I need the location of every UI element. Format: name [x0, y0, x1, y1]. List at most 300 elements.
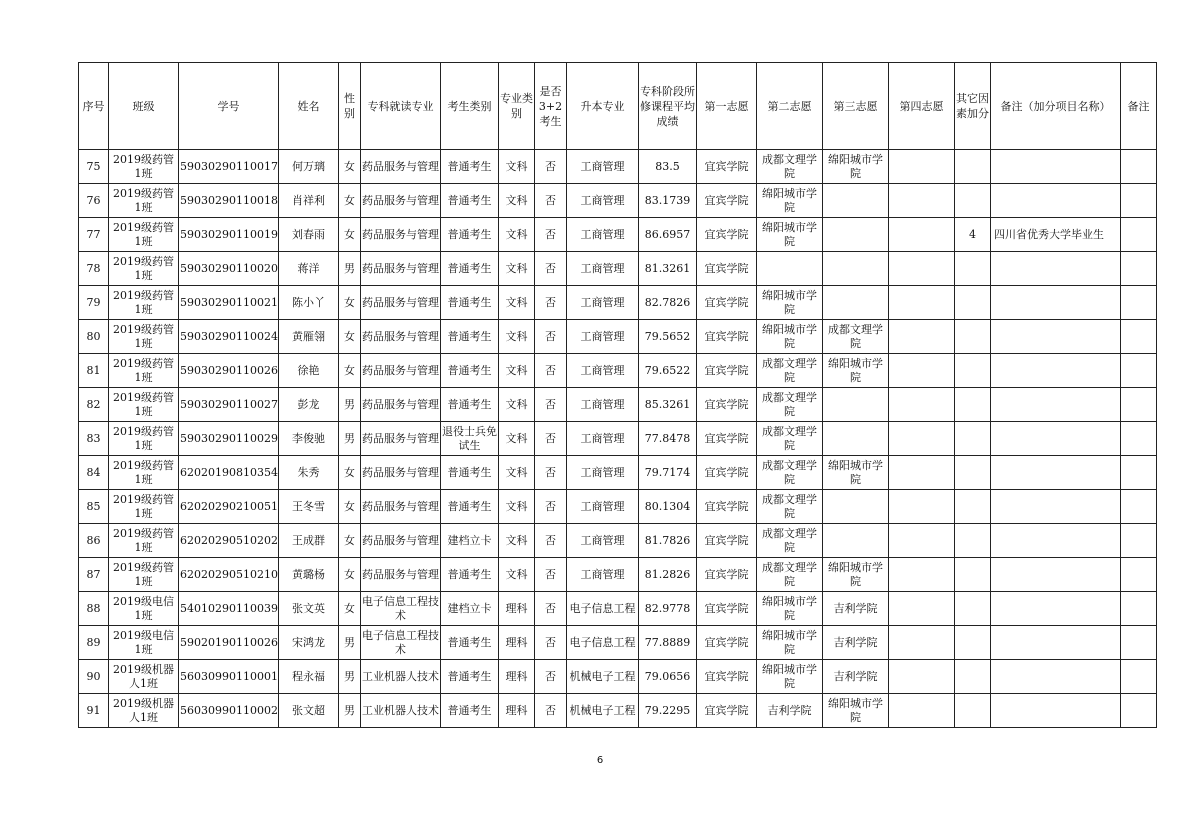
cell-class: 2019级药管1班 — [109, 490, 179, 524]
cell-is-3plus2: 否 — [535, 320, 567, 354]
cell-gender: 女 — [339, 490, 361, 524]
cell-name: 朱秀 — [279, 456, 339, 490]
cell-is-3plus2: 否 — [535, 252, 567, 286]
cell-name: 张文超 — [279, 694, 339, 728]
cell-name: 蒋洋 — [279, 252, 339, 286]
cell-student-id: 54010290110039 — [179, 592, 279, 626]
score-table — [78, 62, 1157, 728]
cell-student-id: 59020190110026 — [179, 626, 279, 660]
cell-category: 普通考生 — [441, 252, 499, 286]
cell-bonus: 4 — [955, 218, 991, 252]
table-row — [79, 558, 1157, 592]
table-row — [79, 524, 1157, 558]
table-row — [79, 422, 1157, 456]
cell-student-id: 62020290510210 — [179, 558, 279, 592]
cell-category: 普通考生 — [441, 490, 499, 524]
cell-gender: 男 — [339, 388, 361, 422]
cell-bonus-note — [991, 490, 1121, 524]
cell-choice4 — [889, 320, 955, 354]
cell-choice1: 宜宾学院 — [697, 558, 757, 592]
cell-target-major: 电子信息工程 — [567, 592, 639, 626]
table-row — [79, 592, 1157, 626]
cell-class: 2019级药管1班 — [109, 286, 179, 320]
cell-bonus — [955, 660, 991, 694]
cell-subject-type: 文科 — [499, 286, 535, 320]
col-choice3-header: 第三志愿 — [823, 63, 889, 150]
cell-category: 建档立卡 — [441, 524, 499, 558]
cell-name: 黄璐杨 — [279, 558, 339, 592]
cell-bonus — [955, 184, 991, 218]
cell-gender: 男 — [339, 422, 361, 456]
cell-bonus — [955, 524, 991, 558]
cell-seq: 80 — [79, 320, 109, 354]
cell-choice1: 宜宾学院 — [697, 660, 757, 694]
cell-subject-type: 文科 — [499, 456, 535, 490]
cell-major: 电子信息工程技术 — [361, 626, 441, 660]
cell-choice3 — [823, 286, 889, 320]
cell-choice3: 吉利学院 — [823, 660, 889, 694]
cell-category: 普通考生 — [441, 354, 499, 388]
cell-seq: 90 — [79, 660, 109, 694]
cell-is-3plus2: 否 — [535, 286, 567, 320]
cell-choice3: 绵阳城市学院 — [823, 694, 889, 728]
cell-choice4 — [889, 286, 955, 320]
cell-choice3: 绵阳城市学院 — [823, 558, 889, 592]
cell-choice2: 绵阳城市学院 — [757, 320, 823, 354]
cell-class: 2019级药管1班 — [109, 354, 179, 388]
cell-choice2: 成都文理学院 — [757, 354, 823, 388]
cell-student-id: 59030290110018 — [179, 184, 279, 218]
cell-class: 2019级药管1班 — [109, 150, 179, 184]
cell-remark — [1121, 320, 1157, 354]
cell-choice4 — [889, 592, 955, 626]
cell-category: 普通考生 — [441, 558, 499, 592]
cell-bonus — [955, 388, 991, 422]
cell-name: 李俊驰 — [279, 422, 339, 456]
col-gender-header: 性别 — [339, 63, 361, 150]
table-row — [79, 218, 1157, 252]
cell-gender: 女 — [339, 354, 361, 388]
cell-choice1: 宜宾学院 — [697, 456, 757, 490]
cell-student-id: 59030290110027 — [179, 388, 279, 422]
cell-avg-score: 79.0656 — [639, 660, 697, 694]
cell-choice4 — [889, 422, 955, 456]
table-row — [79, 354, 1157, 388]
cell-choice2 — [757, 252, 823, 286]
cell-student-id: 56030990110001 — [179, 660, 279, 694]
cell-is-3plus2: 否 — [535, 626, 567, 660]
cell-bonus-note — [991, 252, 1121, 286]
col-subject-type-header: 专业类别 — [499, 63, 535, 150]
col-3plus2-header: 是否3+2考生 — [535, 63, 567, 150]
cell-avg-score: 79.2295 — [639, 694, 697, 728]
header-row — [79, 63, 1157, 150]
cell-class: 2019级药管1班 — [109, 320, 179, 354]
cell-major: 工业机器人技术 — [361, 660, 441, 694]
cell-subject-type: 理科 — [499, 626, 535, 660]
cell-major: 药品服务与管理 — [361, 490, 441, 524]
cell-category: 普通考生 — [441, 320, 499, 354]
cell-gender: 女 — [339, 320, 361, 354]
cell-seq: 89 — [79, 626, 109, 660]
cell-gender: 女 — [339, 524, 361, 558]
cell-choice2: 绵阳城市学院 — [757, 626, 823, 660]
cell-remark — [1121, 388, 1157, 422]
cell-bonus — [955, 456, 991, 490]
cell-bonus-note — [991, 150, 1121, 184]
cell-choice1: 宜宾学院 — [697, 388, 757, 422]
cell-major: 药品服务与管理 — [361, 388, 441, 422]
cell-gender: 女 — [339, 184, 361, 218]
cell-choice3 — [823, 218, 889, 252]
cell-category: 普通考生 — [441, 286, 499, 320]
cell-avg-score: 79.5652 — [639, 320, 697, 354]
cell-seq: 77 — [79, 218, 109, 252]
cell-major: 药品服务与管理 — [361, 218, 441, 252]
cell-remark — [1121, 660, 1157, 694]
cell-subject-type: 文科 — [499, 252, 535, 286]
cell-choice3: 绵阳城市学院 — [823, 150, 889, 184]
cell-choice2: 成都文理学院 — [757, 524, 823, 558]
cell-bonus — [955, 422, 991, 456]
cell-target-major: 工商管理 — [567, 286, 639, 320]
cell-major: 药品服务与管理 — [361, 252, 441, 286]
cell-target-major: 工商管理 — [567, 422, 639, 456]
cell-choice1: 宜宾学院 — [697, 422, 757, 456]
cell-bonus-note — [991, 694, 1121, 728]
cell-seq: 76 — [79, 184, 109, 218]
cell-is-3plus2: 否 — [535, 150, 567, 184]
cell-choice1: 宜宾学院 — [697, 626, 757, 660]
cell-remark — [1121, 184, 1157, 218]
cell-bonus-note — [991, 524, 1121, 558]
cell-name: 张文英 — [279, 592, 339, 626]
cell-category: 退役士兵免试生 — [441, 422, 499, 456]
cell-bonus-note — [991, 388, 1121, 422]
cell-major: 电子信息工程技术 — [361, 592, 441, 626]
cell-bonus — [955, 354, 991, 388]
cell-major: 药品服务与管理 — [361, 184, 441, 218]
cell-category: 建档立卡 — [441, 592, 499, 626]
cell-target-major: 工商管理 — [567, 184, 639, 218]
cell-bonus-note — [991, 592, 1121, 626]
cell-target-major: 工商管理 — [567, 524, 639, 558]
cell-avg-score: 86.6957 — [639, 218, 697, 252]
cell-name: 刘春雨 — [279, 218, 339, 252]
cell-choice3 — [823, 422, 889, 456]
cell-avg-score: 81.3261 — [639, 252, 697, 286]
cell-remark — [1121, 252, 1157, 286]
col-student-id-header: 学号 — [179, 63, 279, 150]
cell-subject-type: 理科 — [499, 694, 535, 728]
cell-avg-score: 82.9778 — [639, 592, 697, 626]
cell-category: 普通考生 — [441, 660, 499, 694]
cell-class: 2019级机器人1班 — [109, 694, 179, 728]
cell-class: 2019级药管1班 — [109, 218, 179, 252]
cell-gender: 女 — [339, 218, 361, 252]
cell-seq: 81 — [79, 354, 109, 388]
table-row — [79, 388, 1157, 422]
cell-category: 普通考生 — [441, 184, 499, 218]
cell-target-major: 工商管理 — [567, 388, 639, 422]
cell-bonus — [955, 592, 991, 626]
cell-choice4 — [889, 184, 955, 218]
table-row — [79, 184, 1157, 218]
cell-avg-score: 81.7826 — [639, 524, 697, 558]
cell-subject-type: 文科 — [499, 490, 535, 524]
cell-is-3plus2: 否 — [535, 660, 567, 694]
cell-choice2: 绵阳城市学院 — [757, 218, 823, 252]
cell-major: 药品服务与管理 — [361, 422, 441, 456]
cell-name: 黄雁翎 — [279, 320, 339, 354]
cell-seq: 86 — [79, 524, 109, 558]
cell-remark — [1121, 422, 1157, 456]
col-choice1-header: 第一志愿 — [697, 63, 757, 150]
table-row — [79, 660, 1157, 694]
cell-target-major: 工商管理 — [567, 218, 639, 252]
cell-avg-score: 77.8889 — [639, 626, 697, 660]
cell-class: 2019级药管1班 — [109, 456, 179, 490]
cell-seq: 91 — [79, 694, 109, 728]
cell-subject-type: 文科 — [499, 524, 535, 558]
cell-choice2: 成都文理学院 — [757, 150, 823, 184]
cell-choice3 — [823, 252, 889, 286]
cell-category: 普通考生 — [441, 388, 499, 422]
cell-seq: 88 — [79, 592, 109, 626]
cell-choice2: 绵阳城市学院 — [757, 592, 823, 626]
cell-category: 普通考生 — [441, 456, 499, 490]
cell-gender: 女 — [339, 286, 361, 320]
cell-choice3: 吉利学院 — [823, 592, 889, 626]
cell-subject-type: 理科 — [499, 592, 535, 626]
cell-target-major: 工商管理 — [567, 490, 639, 524]
cell-choice4 — [889, 490, 955, 524]
cell-student-id: 62020290510202 — [179, 524, 279, 558]
cell-gender: 女 — [339, 592, 361, 626]
cell-choice2: 成都文理学院 — [757, 422, 823, 456]
col-bonus-note-header: 备注（加分项目名称） — [991, 63, 1121, 150]
cell-major: 药品服务与管理 — [361, 286, 441, 320]
cell-class: 2019级电信1班 — [109, 626, 179, 660]
cell-student-id: 59030290110021 — [179, 286, 279, 320]
col-category-header: 考生类别 — [441, 63, 499, 150]
cell-bonus — [955, 320, 991, 354]
cell-is-3plus2: 否 — [535, 558, 567, 592]
cell-choice2: 绵阳城市学院 — [757, 660, 823, 694]
cell-gender: 男 — [339, 660, 361, 694]
cell-bonus — [955, 286, 991, 320]
cell-student-id: 62020190810354 — [179, 456, 279, 490]
col-remark-header: 备注 — [1121, 63, 1157, 150]
cell-target-major: 工商管理 — [567, 354, 639, 388]
cell-category: 普通考生 — [441, 218, 499, 252]
cell-target-major: 机械电子工程 — [567, 694, 639, 728]
cell-choice1: 宜宾学院 — [697, 150, 757, 184]
cell-gender: 男 — [339, 252, 361, 286]
cell-choice4 — [889, 626, 955, 660]
cell-choice1: 宜宾学院 — [697, 286, 757, 320]
cell-seq: 78 — [79, 252, 109, 286]
cell-student-id: 59030290110017 — [179, 150, 279, 184]
cell-is-3plus2: 否 — [535, 592, 567, 626]
table-row — [79, 286, 1157, 320]
col-choice2-header: 第二志愿 — [757, 63, 823, 150]
cell-student-id: 59030290110026 — [179, 354, 279, 388]
table-row — [79, 626, 1157, 660]
cell-name: 程永福 — [279, 660, 339, 694]
cell-class: 2019级药管1班 — [109, 388, 179, 422]
cell-name: 陈小丫 — [279, 286, 339, 320]
cell-choice3 — [823, 524, 889, 558]
cell-subject-type: 文科 — [499, 388, 535, 422]
col-name-header: 姓名 — [279, 63, 339, 150]
cell-choice1: 宜宾学院 — [697, 252, 757, 286]
cell-subject-type: 文科 — [499, 558, 535, 592]
cell-seq: 82 — [79, 388, 109, 422]
col-class-header: 班级 — [109, 63, 179, 150]
cell-class: 2019级药管1班 — [109, 524, 179, 558]
table-row — [79, 252, 1157, 286]
cell-name: 王成群 — [279, 524, 339, 558]
cell-choice4 — [889, 558, 955, 592]
cell-choice3 — [823, 388, 889, 422]
cell-remark — [1121, 592, 1157, 626]
cell-major: 药品服务与管理 — [361, 524, 441, 558]
cell-class: 2019级药管1班 — [109, 558, 179, 592]
cell-bonus — [955, 694, 991, 728]
cell-subject-type: 文科 — [499, 320, 535, 354]
cell-remark — [1121, 558, 1157, 592]
cell-subject-type: 文科 — [499, 184, 535, 218]
cell-subject-type: 理科 — [499, 660, 535, 694]
cell-choice1: 宜宾学院 — [697, 592, 757, 626]
cell-bonus — [955, 252, 991, 286]
cell-class: 2019级药管1班 — [109, 422, 179, 456]
cell-target-major: 电子信息工程 — [567, 626, 639, 660]
cell-student-id: 56030990110002 — [179, 694, 279, 728]
cell-choice1: 宜宾学院 — [697, 218, 757, 252]
cell-choice3 — [823, 490, 889, 524]
cell-avg-score: 85.3261 — [639, 388, 697, 422]
cell-choice1: 宜宾学院 — [697, 490, 757, 524]
cell-is-3plus2: 否 — [535, 456, 567, 490]
cell-choice3: 吉利学院 — [823, 626, 889, 660]
cell-bonus-note — [991, 354, 1121, 388]
cell-bonus-note — [991, 184, 1121, 218]
cell-name: 何万璃 — [279, 150, 339, 184]
cell-student-id: 62020290210051 — [179, 490, 279, 524]
cell-subject-type: 文科 — [499, 150, 535, 184]
cell-is-3plus2: 否 — [535, 490, 567, 524]
cell-target-major: 工商管理 — [567, 558, 639, 592]
cell-choice1: 宜宾学院 — [697, 184, 757, 218]
cell-remark — [1121, 456, 1157, 490]
cell-choice3: 成都文理学院 — [823, 320, 889, 354]
cell-is-3plus2: 否 — [535, 218, 567, 252]
cell-choice2: 成都文理学院 — [757, 456, 823, 490]
table-body — [79, 150, 1157, 728]
cell-bonus — [955, 626, 991, 660]
cell-choice3 — [823, 184, 889, 218]
cell-gender: 女 — [339, 150, 361, 184]
cell-name: 徐艳 — [279, 354, 339, 388]
cell-class: 2019级机器人1班 — [109, 660, 179, 694]
cell-remark — [1121, 490, 1157, 524]
cell-class: 2019级电信1班 — [109, 592, 179, 626]
cell-class: 2019级药管1班 — [109, 252, 179, 286]
cell-bonus — [955, 558, 991, 592]
cell-choice1: 宜宾学院 — [697, 524, 757, 558]
cell-category: 普通考生 — [441, 150, 499, 184]
cell-student-id: 59030290110029 — [179, 422, 279, 456]
cell-avg-score: 79.6522 — [639, 354, 697, 388]
cell-avg-score: 83.1739 — [639, 184, 697, 218]
cell-major: 药品服务与管理 — [361, 354, 441, 388]
cell-choice3: 绵阳城市学院 — [823, 354, 889, 388]
cell-major: 药品服务与管理 — [361, 150, 441, 184]
cell-student-id: 59030290110024 — [179, 320, 279, 354]
col-major-header: 专科就读专业 — [361, 63, 441, 150]
cell-major: 药品服务与管理 — [361, 558, 441, 592]
cell-target-major: 工商管理 — [567, 252, 639, 286]
cell-major: 药品服务与管理 — [361, 456, 441, 490]
col-avg-score-header: 专科阶段所修课程平均成绩 — [639, 63, 697, 150]
cell-choice1: 宜宾学院 — [697, 694, 757, 728]
cell-remark — [1121, 626, 1157, 660]
cell-bonus-note — [991, 456, 1121, 490]
cell-choice2: 成都文理学院 — [757, 558, 823, 592]
cell-is-3plus2: 否 — [535, 354, 567, 388]
page-number: 6 — [596, 755, 604, 766]
cell-name: 宋鸿龙 — [279, 626, 339, 660]
cell-subject-type: 文科 — [499, 354, 535, 388]
cell-choice4 — [889, 388, 955, 422]
cell-seq: 85 — [79, 490, 109, 524]
cell-choice2: 成都文理学院 — [757, 490, 823, 524]
cell-name: 王冬雪 — [279, 490, 339, 524]
cell-name: 彭龙 — [279, 388, 339, 422]
cell-target-major: 工商管理 — [567, 456, 639, 490]
cell-student-id: 59030290110020 — [179, 252, 279, 286]
cell-bonus-note — [991, 422, 1121, 456]
col-target-major-header: 升本专业 — [567, 63, 639, 150]
cell-major: 药品服务与管理 — [361, 320, 441, 354]
cell-choice1: 宜宾学院 — [697, 354, 757, 388]
cell-target-major: 工商管理 — [567, 320, 639, 354]
table-row — [79, 490, 1157, 524]
table-row — [79, 150, 1157, 184]
cell-gender: 女 — [339, 456, 361, 490]
cell-remark — [1121, 218, 1157, 252]
cell-avg-score: 77.8478 — [639, 422, 697, 456]
cell-is-3plus2: 否 — [535, 388, 567, 422]
col-seq-header: 序号 — [79, 63, 109, 150]
cell-gender: 男 — [339, 626, 361, 660]
cell-bonus-note: 四川省优秀大学毕业生 — [991, 218, 1121, 252]
cell-choice4 — [889, 218, 955, 252]
cell-avg-score: 80.1304 — [639, 490, 697, 524]
table-row — [79, 320, 1157, 354]
cell-remark — [1121, 150, 1157, 184]
cell-gender: 男 — [339, 694, 361, 728]
cell-bonus — [955, 490, 991, 524]
cell-category: 普通考生 — [441, 694, 499, 728]
cell-choice4 — [889, 354, 955, 388]
cell-seq: 83 — [79, 422, 109, 456]
cell-student-id: 59030290110019 — [179, 218, 279, 252]
cell-seq: 87 — [79, 558, 109, 592]
cell-bonus-note — [991, 660, 1121, 694]
